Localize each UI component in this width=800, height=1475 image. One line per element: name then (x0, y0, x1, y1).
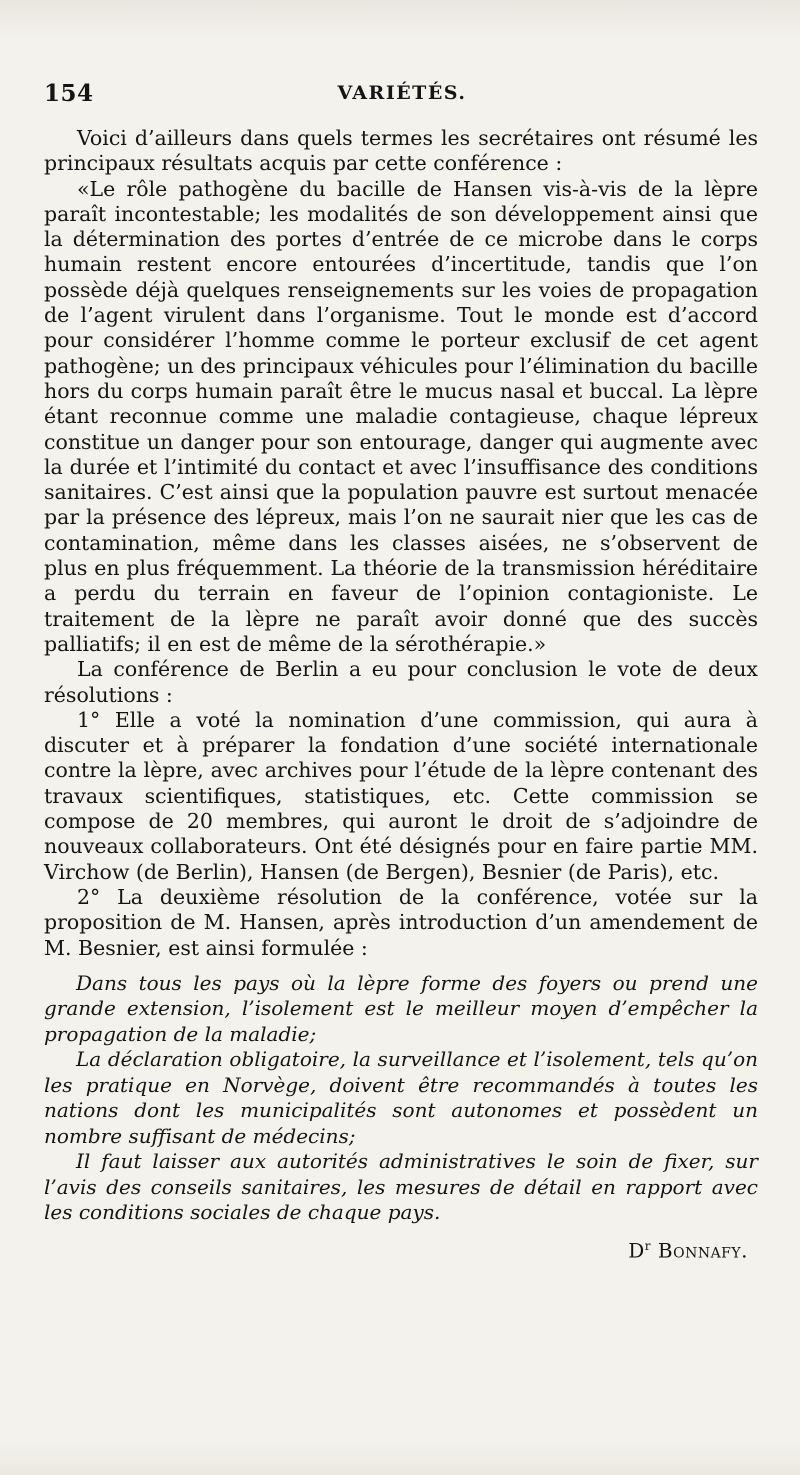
signature-title: D (628, 1238, 645, 1263)
paragraph-intro: Voici d’ailleurs dans quels termes les secrétaires ont résumé les principaux résultats acquis par cette conférence : (44, 126, 758, 176)
paragraph-conclusion: La conférence de Berlin a eu pour conclusion le vote de deux résolutions : (44, 657, 758, 707)
page-number: 154 (44, 80, 94, 107)
paragraph-resolution-2: 2° La deuxième résolution de la conférence, votée sur la proposition de M. Hansen, après introduction d’un amendement de M. Besnier, est ainsi formulée : (44, 884, 758, 960)
signature (44, 1234, 758, 1264)
running-header (44, 80, 760, 114)
paragraph-resolution-1: 1° Elle a voté la nomination d’une commission, qui aura à discuter et à préparer la fondation d’une société internationale contre la lèpre, avec archives pour l’étude de la lèpre contenant des travaux scientifiques, statistiques, etc. Cette commission se compose de 20 membres, qui auront le droit de s’adjoindre de nouveaux collaborateurs. Ont été désignés pour en faire partie MM. Virchow (de Berlin), Hansen (de Bergen), Besnier (de Paris), etc. (44, 707, 758, 884)
running-title: VARIÉTÉS. (337, 82, 467, 104)
article-body (44, 126, 758, 1264)
signature-title-sup: r (644, 1238, 652, 1253)
resolution-text-2: La déclaration obligatoire, la surveillance et l’isolement, tels qu’on les pratique en Norvège, doivent être recommandés à toutes les nations dont les municipalités sont autonomes et possèdent un nombre suffisant de médecins; (44, 1047, 758, 1148)
resolution-text-3: Il faut laisser aux autorités administratives le soin de fixer, sur l’avis des conseils sanitaires, les mesures de détail en rapport avec les conditions sociales de chaque pays. (44, 1149, 758, 1225)
resolution-text-1: Dans tous les pays où la lèpre forme des foyers ou prend une grande extension, l’isolement est le meilleur moyen d’empêcher la propagation de la maladie; (44, 970, 758, 1046)
paragraph-quote-summary: «Le rôle pathogène du bacille de Hansen vis-à-vis de la lèpre paraît incontestable; les modalités de son développement ainsi que la détermination des portes d’entrée de ce microbe dans le corps humain restent encore entourées d’incertitude, tandis que l’on possède déjà quelques renseignements sur les voies de propagation de l’agent virulent dans l’organisme. Tout le monde est d’accord pour considérer l’homme comme le porteur exclusif de cet agent pathogène; un des principaux véhicules pour l’élimination du bacille hors du corps humain paraît être le mucus nasal et buccal. La lèpre étant reconnue comme une maladie contagieuse, chaque lépreux constitue un danger pour son entourage, danger qui augmente avec la durée et l’intimité du contact et avec l’insuffisance des conditions sanitaires. C’est ainsi que la population pauvre est surtout menacée par la présence des lépreux, mais l’on ne saurait nier que les cas de contamination, même dans les classes aisées, ne s’observent de plus en plus fréquemment. La théorie de la transmission héréditaire a perdu du terrain en faveur de l’opinion contagioniste. Le traitement de la lèpre ne paraît avoir donné que des succès palliatifs; il en est de même de la sérothérapie.» (44, 176, 758, 656)
signature-name: Bonnafy. (657, 1238, 748, 1263)
